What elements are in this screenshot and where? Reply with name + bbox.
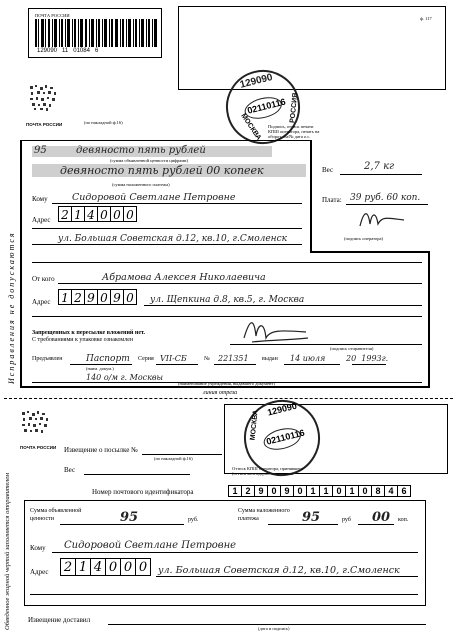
stamp-area-box [178, 6, 446, 90]
issued-label: выдан [262, 356, 278, 362]
address-value: ул. Большая Советская д.12, кв.10, г.Смоленск [58, 234, 288, 244]
sign-caption-3: оборот. см/№ дата о.с. [268, 134, 311, 139]
year-value: 20 1993г. [346, 354, 389, 363]
series-value: VII-СБ [160, 354, 187, 363]
cod-value: 95 [302, 510, 321, 525]
fee-label: Плата: [322, 196, 342, 204]
fee-value: 39 руб. 60 коп. [350, 193, 421, 203]
cut-line-label: линия отреза [200, 390, 240, 397]
address-label: Адрес [32, 216, 51, 224]
to-label: Кому [32, 195, 48, 203]
cod-kop-value: 00 [372, 510, 391, 525]
operator-signature-icon [358, 206, 408, 232]
bottom-thick-box [24, 500, 426, 606]
declared-label-2: ценности [30, 516, 54, 522]
post-logo-icon-bottom [20, 410, 52, 440]
bottom-address-label: Адрес [30, 568, 49, 576]
logo-caption: (по накладной ф.16) [84, 120, 123, 125]
to-value: Сидоровой Светлане Петровне [72, 192, 236, 203]
weight-label: Вес [322, 166, 334, 174]
from-address-value: ул. Щепкина д.8, кв.5, г. Москва [150, 295, 305, 305]
number-label: № [204, 356, 210, 362]
notice-label: Извещение о посылке № [64, 446, 138, 454]
from-address-label: Адрес [32, 298, 51, 306]
cod-caption: (сумма наложенного платежа) [112, 182, 170, 187]
form-code: ф. 117 [420, 16, 432, 21]
bottom-stamp-city: МОСКВА [249, 409, 260, 441]
tracking-cells: 1 2 9 0 9 0 1 1 0 1 0 8 4 6 [228, 485, 410, 497]
notice-invoice-caption: (по накладной ф.16) [154, 456, 193, 461]
logo-brand: ПОЧТА РОССИИ [26, 122, 63, 127]
cod-label: Сумма наложенного [238, 508, 290, 514]
bottom-stamp-index: 129090 [266, 400, 298, 418]
tracking-label: Номер почтового идентификатора [92, 488, 194, 496]
side-note-top: Исправления не допускаются [7, 231, 16, 384]
from-label: От кого [32, 275, 55, 283]
delivery-caption: (дата и подпись) [258, 626, 290, 631]
post-logo-icon [28, 84, 60, 114]
cod-words: девяносто пять рублей 00 копеек [60, 164, 264, 177]
operator-caption: (подпись оператора) [344, 236, 383, 241]
barcode-box [28, 8, 162, 58]
declared-value: 95 [120, 510, 139, 525]
side-note-bottom: Обведенное жирной чертой заполняется отправителем [4, 472, 11, 630]
sender-signature-icon [240, 316, 310, 346]
sign-caption-2: КПШ оператора, печать на [268, 129, 320, 134]
issuer-value: 140 о/м г. Москвы [86, 373, 164, 382]
barcode-number: 129090 11 01084 6 [37, 48, 99, 54]
bottom-stamp-date: 02110116 [265, 427, 306, 447]
stamp-date: 02110116 [246, 96, 287, 116]
forbidden-line-1: Запрещенных к пересылке вложений нет. [32, 330, 146, 336]
cod-label-2: платежа [238, 516, 259, 522]
delivery-notice: Извещение доставил [28, 616, 91, 624]
declared-value-words: девяносто пять рублей [76, 145, 206, 156]
issuer-caption: (наименование учреждения, выдавшего документ) [178, 381, 275, 386]
from-value: Абрамова Алексея Николаевича [102, 272, 266, 283]
issued-value: 14 июля [290, 354, 326, 363]
cod-rub: руб [342, 517, 351, 523]
doc-value: Паспорт [86, 354, 130, 364]
from-index-cells: 1 2 9 0 9 0 [58, 289, 136, 305]
sign-caption-1: Подпись, оттиск печати [268, 124, 314, 129]
presented-label: Предъявлен [32, 356, 63, 362]
cod-kop: коп. [398, 517, 409, 523]
bottom-sign-caption-1: Оттиск КПШ оператора, принявшего [232, 466, 304, 471]
bottom-address-value: ул. Большая Советская д.12, кв.10, г.Смоленск [158, 565, 400, 576]
declared-value-caption: (сумма объявленной ценности цифрами) [110, 158, 188, 163]
number-value: 221351 [218, 354, 249, 363]
barcode-icon [35, 19, 157, 47]
stamp-country: РОССИЯ [289, 92, 300, 124]
forbidden-line-2: С требованиями к упаковке ознакомлен [32, 337, 134, 343]
bottom-to-value: Сидоровой Светлане Петровне [64, 540, 237, 551]
declared-value-amount: 95 [34, 145, 47, 156]
doc-caption: (наим. докум.) [86, 366, 114, 371]
series-label: Серия [138, 356, 154, 362]
post-russia-label: ПОЧТА РОССИИ [35, 13, 70, 18]
bottom-weight-label: Вес [64, 466, 76, 474]
cut-line [4, 398, 453, 399]
address-index-cells: 2 1 4 0 0 0 [58, 206, 136, 222]
declared-label: Сумма объявленной [30, 508, 82, 514]
bottom-to-label: Кому [30, 544, 46, 552]
stamp-index: 129090 [238, 71, 274, 91]
bottom-sign-caption-2: (оттиск календарного штемпеля [232, 471, 294, 476]
logo-brand-bottom: ПОЧТА РОССИИ [20, 445, 57, 450]
declared-rub: руб. [188, 517, 199, 523]
weight-value: 2,7 кг [364, 161, 395, 172]
sender-sign-caption: (подпись отправителя) [330, 346, 374, 351]
stamp-city: МОСКВА [239, 112, 263, 142]
bottom-address-index-cells: 2 1 4 0 0 0 [60, 558, 150, 576]
